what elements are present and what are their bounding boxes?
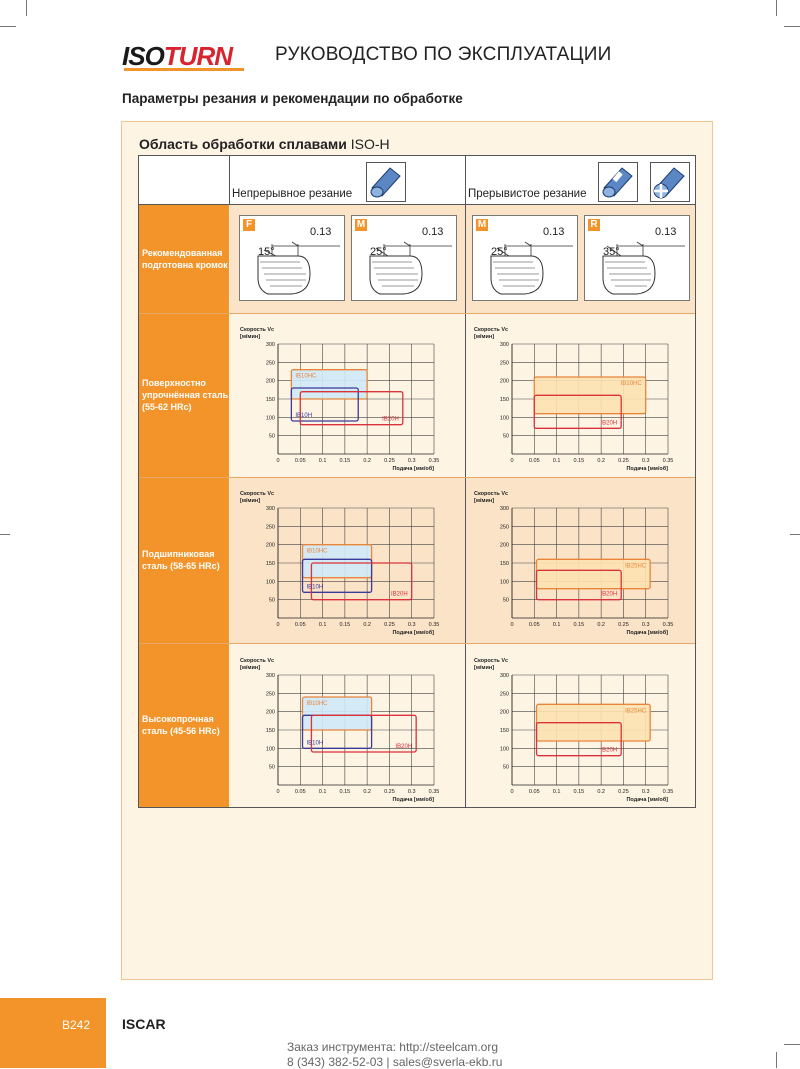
y-tick-label: 200: [265, 542, 275, 549]
y-tick-label: 150: [265, 561, 275, 567]
y-tick-label: 100: [265, 746, 275, 753]
row-divider: [139, 643, 695, 644]
area-title: [139, 136, 390, 152]
y-tick-label: 250: [265, 524, 275, 531]
x-tick-label: 0.3: [641, 622, 650, 628]
row-divider: [139, 204, 695, 205]
y-axis-unit: [м/мин]: [474, 665, 495, 671]
x-tick-label: 0.2: [363, 458, 371, 464]
chart-bearing-interrupted: [472, 488, 677, 636]
y-tick-label: 250: [265, 691, 275, 698]
grade-label-ib20h: IB20H: [600, 591, 618, 598]
x-tick-label: 0.25: [384, 622, 395, 628]
col-divider: [229, 156, 230, 204]
crop-mark: [784, 26, 800, 27]
y-tick-label: 300: [265, 506, 275, 512]
y-tick-label: 250: [265, 360, 275, 367]
x-tick-label: 0.35: [662, 789, 674, 795]
grade-label-ib10h: IB10H: [306, 740, 324, 747]
y-axis-label: Скорость Vc: [240, 658, 275, 664]
edge-prep-diagram-m: [351, 215, 457, 301]
row-label-high-strength-steel: Высокопрочная сталь (45-56 HRc): [139, 643, 229, 807]
y-tick-label: 50: [502, 433, 509, 440]
area-title-rest: ISO-H: [346, 136, 390, 152]
grade-label-ib25hc: IB25HC: [625, 563, 647, 570]
x-tick-label: 0.2: [597, 622, 605, 628]
y-tick-label: 300: [499, 673, 509, 679]
edge-letter: F: [243, 219, 255, 231]
x-tick-label: 0: [510, 622, 514, 628]
grade-label-ib20h: IB20H: [600, 420, 618, 427]
x-tick-label: 0.2: [597, 789, 605, 795]
y-axis-label: Скорость Vc: [240, 491, 275, 497]
y-axis-unit: [м/мин]: [474, 498, 495, 504]
row-divider: [139, 313, 695, 314]
order-line: Заказ инструмента: http://steelcam.org: [287, 1040, 499, 1054]
y-tick-label: 300: [499, 506, 509, 512]
y-tick-label: 150: [499, 397, 509, 403]
y-tick-label: 300: [499, 342, 509, 348]
y-tick-label: 300: [265, 342, 275, 348]
x-axis-label: Подача [мм/об]: [392, 797, 434, 803]
y-tick-label: 100: [499, 579, 509, 586]
x-tick-label: 0.25: [618, 622, 629, 628]
x-tick-label: 0.3: [407, 458, 416, 464]
x-tick-label: 0.3: [641, 789, 650, 795]
y-tick-label: 300: [265, 673, 275, 679]
interrupted-workpiece-icon: [598, 162, 638, 202]
x-tick-label: 0.05: [294, 789, 306, 795]
chart-hardened-interrupted: [472, 324, 677, 472]
x-tick-label: 0.25: [384, 789, 395, 795]
isoturn-logo: [122, 42, 246, 72]
svg-text:ISOTURN: [122, 42, 234, 71]
x-tick-label: 0.3: [407, 622, 416, 628]
chart-high-strength-continuous: [238, 655, 443, 803]
grade-label-ib25hc: IB25HC: [625, 708, 647, 715]
grade-label-ib20h: IB20H: [600, 747, 618, 754]
y-tick-label: 100: [265, 579, 275, 586]
continuous-cut-heading: Непрерывное резание: [232, 188, 353, 200]
edge-letter: R: [588, 219, 600, 231]
y-axis-unit: [м/мин]: [240, 334, 261, 340]
x-tick-label: 0: [276, 622, 280, 628]
y-tick-label: 100: [265, 415, 275, 422]
y-axis-label: Скорость Vc: [474, 658, 509, 664]
edge-angle: 25°: [491, 246, 508, 258]
x-tick-label: 0.2: [597, 458, 605, 464]
logo-turn: TURN: [163, 42, 233, 71]
crop-mark: [776, 1052, 777, 1068]
chart-hardened-continuous: [238, 324, 443, 472]
x-tick-label: 0.2: [363, 789, 371, 795]
edge-letter: M: [356, 219, 366, 230]
x-tick-label: 0.35: [428, 622, 440, 628]
x-tick-label: 0.1: [552, 789, 561, 795]
edge-angle: 35°: [603, 246, 620, 258]
footer-brand: ISCAR: [122, 1016, 166, 1032]
y-tick-label: 200: [265, 709, 275, 716]
grade-label-ib10hc: IB10HC: [306, 548, 328, 555]
logo-iso: ISO: [122, 42, 164, 71]
x-tick-label: 0: [510, 458, 514, 464]
y-tick-label: 200: [499, 542, 509, 549]
edge-land: 0.13: [655, 226, 677, 238]
y-tick-label: 50: [502, 597, 509, 604]
x-tick-label: 0.35: [662, 458, 674, 464]
grade-label-ib20h: IB20H: [391, 591, 408, 598]
crop-mark: [776, 0, 777, 16]
x-tick-label: 0: [276, 458, 280, 464]
x-axis-label: Подача [мм/об]: [626, 630, 668, 636]
y-axis-unit: [м/мин]: [240, 498, 261, 504]
x-axis-label: Подача [мм/об]: [626, 466, 668, 472]
x-tick-label: 0.15: [339, 789, 351, 795]
area-title-bold: Область обработки сплавами: [139, 136, 347, 152]
edge-angle: 15°: [258, 246, 275, 258]
y-tick-label: 50: [268, 764, 275, 771]
col-divider: [465, 204, 466, 807]
crop-mark: [784, 1044, 800, 1045]
splined-workpiece-icon: [650, 162, 690, 202]
grade-label-ib10hc: IB10HC: [306, 701, 328, 707]
y-tick-label: 250: [499, 691, 509, 698]
x-tick-label: 0.1: [318, 622, 327, 628]
x-tick-label: 0.05: [528, 789, 540, 795]
x-tick-label: 0.3: [641, 458, 650, 464]
x-axis-label: Подача [мм/об]: [626, 797, 668, 803]
x-tick-label: 0.25: [384, 458, 395, 464]
edge-prep-diagram-f: [239, 215, 345, 301]
x-tick-label: 0.15: [573, 458, 585, 464]
section-title: Параметры резания и рекомендации по обработке: [122, 91, 463, 106]
row-label-bearing-steel: Подшипниковая сталь (58-65 HRc): [139, 477, 229, 643]
page-header-title: РУКОВОДСТВО ПО ЭКСПЛУАТАЦИИ: [275, 44, 612, 65]
grade-label-ib20h: IB20H: [382, 416, 399, 423]
row-divider: [139, 477, 695, 478]
x-tick-label: 0.1: [318, 789, 327, 795]
x-tick-label: 0.05: [528, 622, 540, 628]
crop-mark: [790, 534, 800, 535]
interrupted-cut-heading: Прерывистое резание: [468, 188, 587, 200]
x-axis-label: Подача [мм/об]: [392, 630, 434, 636]
x-tick-label: 0.25: [618, 458, 629, 464]
y-axis-unit: [м/мин]: [240, 665, 261, 671]
y-axis-unit: [м/мин]: [474, 334, 495, 340]
grade-label-ib20h: IB20H: [395, 744, 413, 750]
crop-mark: [26, 0, 27, 16]
x-tick-label: 0.1: [318, 458, 327, 464]
x-tick-label: 0.2: [363, 622, 371, 628]
y-tick-label: 200: [265, 378, 275, 385]
x-tick-label: 0.15: [573, 622, 585, 628]
x-tick-label: 0.15: [339, 622, 351, 628]
x-tick-label: 0.1: [552, 458, 561, 464]
x-tick-label: 0.35: [428, 789, 440, 795]
row-label-hardened-steel: Поверхностно упрочнённая сталь (55-62 HRc): [139, 313, 229, 477]
x-axis-label: Подача [мм/об]: [392, 466, 434, 472]
x-tick-label: 0.35: [662, 622, 674, 628]
y-tick-label: 100: [499, 746, 509, 753]
x-tick-label: 0.35: [428, 458, 440, 464]
x-tick-label: 0.3: [407, 789, 416, 795]
crop-mark: [0, 26, 16, 27]
y-tick-label: 150: [265, 728, 275, 734]
chart-bearing-continuous: [238, 488, 443, 636]
edge-land: 0.13: [310, 226, 332, 238]
footer-page-tab: [0, 998, 106, 1068]
grade-label-ib10hc: IB10HC: [295, 373, 317, 380]
grade-label-ib10h: IB10H: [295, 413, 313, 419]
x-tick-label: 0.05: [528, 458, 540, 464]
y-tick-label: 50: [502, 764, 509, 771]
edge-angle: 25°: [370, 246, 387, 258]
edge-land: 0.13: [543, 226, 565, 238]
contacts-line: 8 (343) 382-52-03 | sales@sverla-ekb.ru: [287, 1055, 503, 1069]
continuous-workpiece-icon: [366, 162, 406, 202]
x-tick-label: 0.25: [618, 789, 629, 795]
y-tick-label: 150: [499, 728, 509, 734]
row-label-edge-prep: Рекомендованная подготовна кромок: [139, 204, 229, 313]
y-tick-label: 50: [268, 433, 275, 440]
x-tick-label: 0.1: [552, 622, 561, 628]
edge-land: 0.13: [422, 226, 444, 238]
y-tick-label: 150: [499, 561, 509, 567]
y-tick-label: 250: [499, 524, 509, 531]
chart-high-strength-interrupted: [472, 655, 677, 803]
y-tick-label: 50: [268, 597, 275, 604]
y-tick-label: 250: [499, 360, 509, 367]
x-tick-label: 0.15: [573, 789, 585, 795]
x-tick-label: 0: [276, 789, 280, 795]
grade-label-ib10hc: IB10HC: [620, 381, 642, 387]
x-tick-label: 0.05: [294, 622, 306, 628]
x-tick-label: 0.05: [294, 458, 306, 464]
x-tick-label: 0.15: [339, 458, 351, 464]
crop-mark: [0, 534, 10, 535]
y-axis-label: Скорость Vc: [474, 491, 509, 497]
y-tick-label: 200: [499, 378, 509, 385]
y-axis-label: Скорость Vc: [240, 327, 275, 333]
page-number: B242: [62, 1018, 91, 1032]
x-tick-label: 0: [510, 789, 514, 795]
edge-prep-diagram-r: [584, 215, 690, 301]
y-tick-label: 200: [499, 709, 509, 716]
y-tick-label: 100: [499, 415, 509, 422]
y-tick-label: 150: [265, 397, 275, 403]
y-axis-label: Скорость Vc: [474, 327, 509, 333]
edge-letter: M: [477, 219, 487, 230]
edge-prep-diagram-m-interrupted: [472, 215, 578, 301]
grade-label-ib10h: IB10H: [306, 584, 324, 591]
